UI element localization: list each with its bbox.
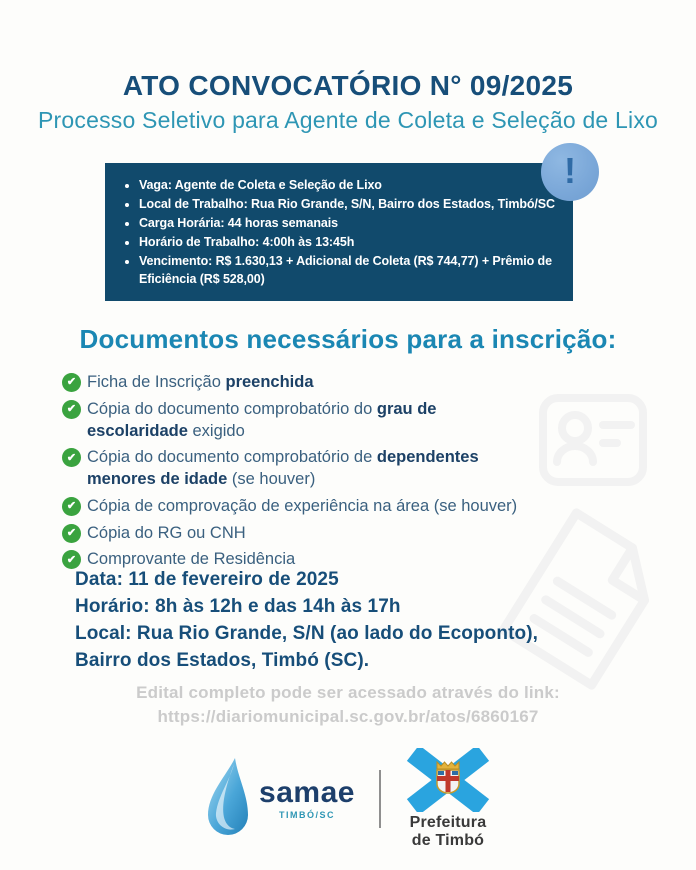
event-detail-line: Horário: 8h às 12h e das 14h às 17h xyxy=(75,596,401,617)
job-info-list xyxy=(119,176,561,288)
prefeitura-line1: Prefeitura xyxy=(409,814,487,831)
page-subtitle: Processo Seletivo para Agente de Coleta e Seleção de Lixo xyxy=(37,107,659,133)
samae-wordmark-block xyxy=(259,778,355,820)
prefeitura-line2: de Timbó xyxy=(411,832,485,849)
prefeitura-text xyxy=(410,814,487,850)
footer-note-text: Edital completo pode ser acessado através do link: xyxy=(136,683,560,702)
page-title: ATO CONVOCATÓRIO N° 09/2025 xyxy=(122,70,574,101)
check-icon xyxy=(62,524,81,543)
timbo-crest-icon xyxy=(405,748,491,812)
checklist-item xyxy=(62,523,558,545)
event-detail-line: Data: 11 de fevereiro de 2025 xyxy=(75,569,339,590)
job-info-item: • Vencimento: R$ 1.630,13 + Adicional de Coleta (R$ 744,77) + Prêmio de Eficiência (R$ 528,00) xyxy=(139,252,561,288)
samae-subtext: TIMBÓ/SC xyxy=(278,810,335,820)
exclamation-glyph: ! xyxy=(564,150,576,191)
job-info-item: • Vaga: Agente de Coleta e Seleção de Lixo xyxy=(139,176,561,194)
check-icon xyxy=(62,448,81,467)
documents-heading: Documentos necessários para a inscrição: xyxy=(79,324,617,354)
logo-divider xyxy=(379,770,381,828)
job-info-item: • Local de Trabalho: Rua Rio Grande, S/N, Bairro dos Estados, Timbó/SC xyxy=(139,195,561,213)
documents-checklist xyxy=(62,372,558,576)
checklist-item-text: Ficha de Inscrição preenchida xyxy=(87,373,314,391)
checklist-item-text: Cópia de comprovação de experiência na área (se houver) xyxy=(87,496,518,515)
check-icon xyxy=(62,497,81,516)
job-info-item: • Carga Horária: 44 horas semanais xyxy=(139,214,561,232)
samae-wordmark: samae xyxy=(259,776,355,809)
event-detail-line: Bairro dos Estados, Timbó (SC). xyxy=(75,650,370,671)
exclamation-icon xyxy=(541,143,599,201)
checklist-item-text: Comprovante de Residência xyxy=(87,550,296,569)
footer-note-link: https://diariomunicipal.sc.gov.br/atos/6860167 xyxy=(157,707,539,726)
checklist-item-text: Cópia do RG ou CNH xyxy=(87,523,246,542)
prefeitura-logo xyxy=(405,748,491,850)
checklist-item-text: Cópia do documento comprobatório do grau de escolaridade exigido xyxy=(87,399,437,440)
checklist-item-text: Cópia do documento comprobatório de dependentes menores de idade (se houver) xyxy=(87,448,479,489)
checklist-item xyxy=(62,447,558,491)
checklist-item xyxy=(62,399,558,443)
job-info-box xyxy=(105,163,573,301)
checklist-item xyxy=(62,372,558,394)
event-details xyxy=(75,566,538,674)
job-info-item: • Horário de Trabalho: 4:00h às 13:45h xyxy=(139,233,561,251)
event-detail-line: Local: Rua Rio Grande, S/N (ao lado do Ecoponto), xyxy=(75,623,539,644)
water-drop-icon xyxy=(205,756,251,842)
logo-row xyxy=(0,748,696,850)
samae-logo xyxy=(205,756,355,842)
checklist-item xyxy=(62,496,558,518)
check-icon xyxy=(62,373,81,392)
check-icon xyxy=(62,400,81,419)
